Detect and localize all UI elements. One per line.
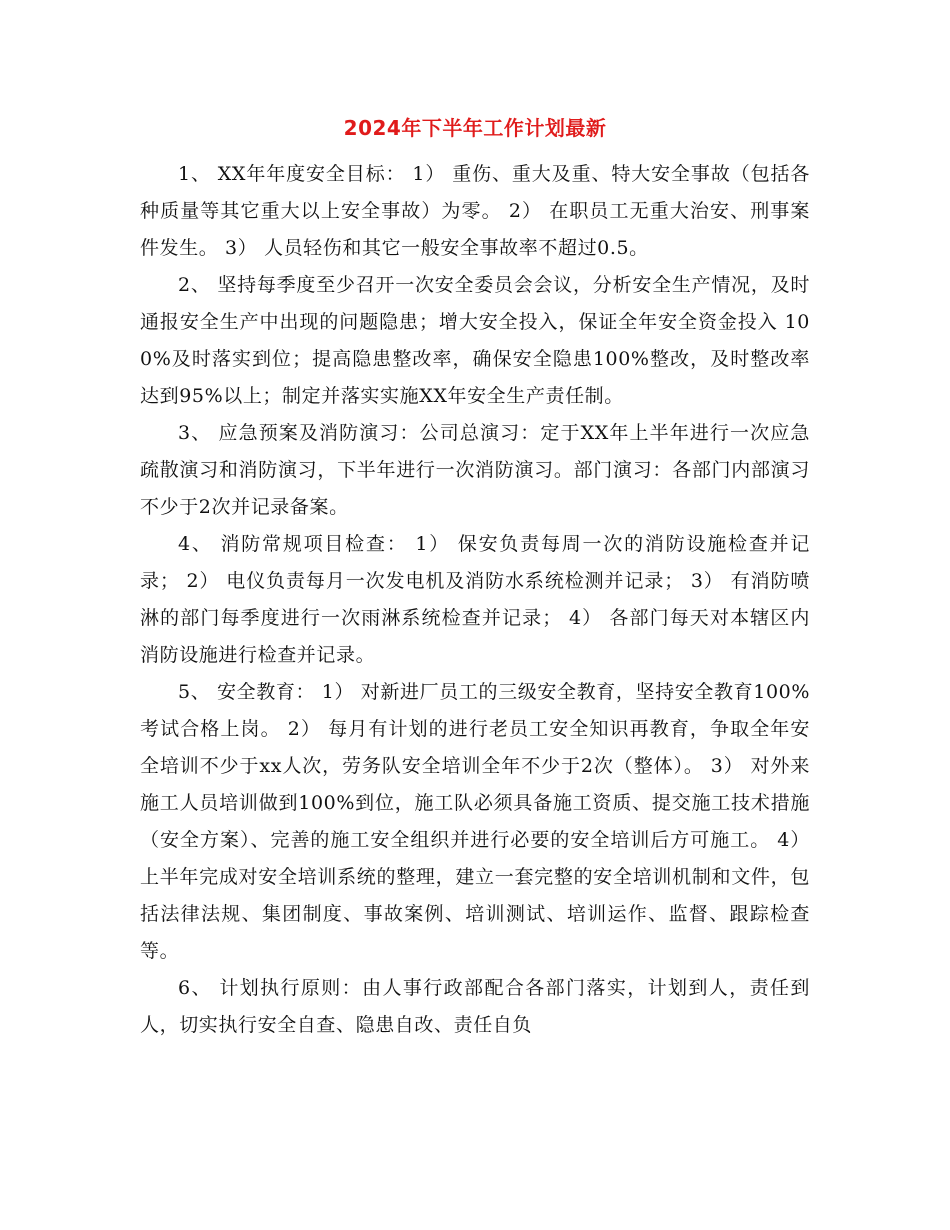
paragraph-6: 6、 计划执行原则：由人事行政部配合各部门落实，计划到人，责任到人，切实执行安全自查、隐患自改、责任自负 [140,977,810,1036]
paragraph-2: 2、 坚持每季度至少召开一次安全委员会会议，分析安全生产情况，及时通报安全生产中出现的问题隐患；增大安全投入，保证全年安全资金投入 100%及时落实到位；提高隐患整改率，确保安全隐患100%整改，及时整改率达到95%以上；制定并落实实施XX年安全生产责任制。 [140,274,810,407]
paragraph-4: 4、 消防常规项目检查： 1） 保安负责每周一次的消防设施检查并记录； 2） 电仪负责每月一次发电机及消防水系统检测并记录； 3） 有消防喷淋的部门每季度进行一次雨淋系统检查并记录； 4） 各部门每天对本辖区内消防设施进行检查并记录。 [140,533,810,666]
document-title: 2024年下半年工作计划最新 [343,116,607,140]
document-body [140,156,810,1044]
paragraph-1: 1、 XX年年度安全目标： 1） 重伤、重大及重、特大安全事故（包括各种质量等其它重大以上安全事故）为零。 2） 在职员工无重大治安、刑事案件发生。 3） 人员轻伤和其它一般安全事故率不超过0.5。 [140,163,810,259]
paragraph-3: 3、 应急预案及消防演习：公司总演习：定于XX年上半年进行一次应急疏散演习和消防演习，下半年进行一次消防演习。部门演习：各部门内部演习不少于2次并记录备案。 [140,422,810,518]
paragraph-5: 5、 安全教育： 1） 对新进厂员工的三级安全教育，坚持安全教育100%考试合格上岗。 2） 每月有计划的进行老员工安全知识再教育，争取全年安全培训不少于xx人次，劳务队安全培训全年不少于2次（整体）。 3） 对外来施工人员培训做到100%到位，施工队必须具备施工资质、提交施工技术措施（安全方案）、完善的施工安全组织并进行必要的安全培训后方可施工。 4） 上半年完成对安全培训系统的整理，建立一套完整的安全培训机制和文件，包括法律法规、集团制度、事故案例、培训测试、培训运作、监督、跟踪检查等。 [140,681,810,962]
